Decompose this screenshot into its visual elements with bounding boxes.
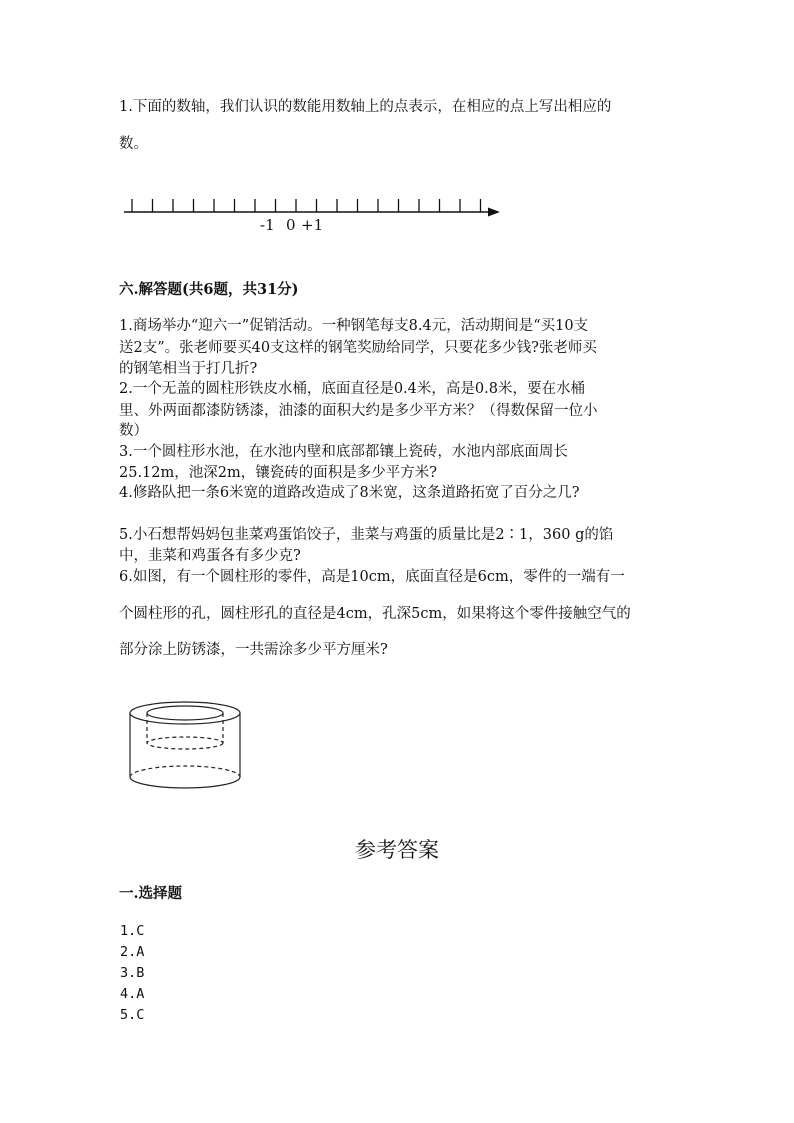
question-1-text-line-2: 数。 bbox=[119, 136, 148, 152]
problem-5-line-1: 5.小石想帮妈妈包韭菜鸡蛋馅饺子，韭菜与鸡蛋的质量比是2∶1，360 g的馅 bbox=[119, 527, 614, 543]
section-6-heading: 六.解答题(共6题，共31分) bbox=[119, 281, 299, 298]
number-line-ticks bbox=[132, 199, 481, 212]
problem-2-line-2: 里、外两面都漆防锈漆，油漆的面积大约是多少平方米？（得数保留一位小 bbox=[119, 403, 598, 419]
problem-3-line-1: 3.一个圆柱形水池，在水池内壁和底部都镶上瓷砖，水池内部底面周长 bbox=[119, 444, 568, 460]
problem-3-line-2: 25.12m，池深2m，镶瓷砖的面积是多少平方米? bbox=[119, 465, 438, 481]
answers-section-1-heading: 一.选择题 bbox=[119, 885, 183, 902]
problem-4-line-1: 4.修路队把一条6米宽的道路改造成了8米宽，这条道路拓宽了百分之几? bbox=[119, 485, 580, 501]
cylinder-bottom-back bbox=[130, 766, 240, 777]
problem-5-line-2: 中，韭菜和鸡蛋各有多少克? bbox=[119, 548, 301, 564]
answer-item-3: 3.B bbox=[120, 965, 145, 981]
axis-label-minus-one: -1 bbox=[260, 216, 275, 234]
question-1-text-line-1: 1.下面的数轴，我们认识的数能用数轴上的点表示，在相应的点上写出相应的 bbox=[119, 99, 612, 115]
answers-title: 参考答案 bbox=[355, 838, 439, 862]
problem-6-line-1: 6.如图，有一个圆柱形的零件，高是10cm，底面直径是6cm，零件的一端有一 bbox=[119, 569, 625, 585]
axis-label-zero: 0 bbox=[286, 216, 296, 234]
number-line-arrow bbox=[488, 208, 500, 217]
problem-1-line-1: 1.商场举办“迎六一”促销活动。一种钢笔每支8.4元，活动期间是“买10支 bbox=[119, 318, 589, 334]
problem-6-line-2: 个圆柱形的孔，圆柱形孔的直径是4cm，孔深5cm，如果将这个零件接触空气的 bbox=[119, 606, 631, 622]
answer-item-4: 4.A bbox=[120, 986, 145, 1002]
cylinder-bottom-front bbox=[130, 777, 240, 788]
answer-item-1: 1.C bbox=[120, 923, 145, 939]
answer-item-5: 5.C bbox=[120, 1007, 145, 1023]
problem-1-line-2: 送2支”。张老师要买40支这样的钢笔奖励给同学，只要花多少钱?张老师买 bbox=[119, 340, 597, 356]
axis-label-plus-one: +1 bbox=[301, 216, 324, 234]
hole-bottom bbox=[147, 737, 223, 749]
problem-1-line-3: 的钢笔相当于打几折? bbox=[119, 361, 258, 377]
cylinder-part-figure bbox=[125, 695, 245, 795]
number-line-diagram bbox=[118, 190, 508, 240]
problem-2-line-3: 数） bbox=[119, 423, 148, 439]
answer-item-2: 2.A bbox=[120, 944, 145, 960]
cylinder-hole-top bbox=[147, 706, 223, 720]
problem-2-line-1: 2.一个无盖的圆柱形铁皮水桶，底面直径是0.4米，高是0.8米，要在水桶 bbox=[119, 381, 585, 397]
problem-6-line-3: 部分涂上防锈漆，一共需涂多少平方厘米? bbox=[119, 642, 388, 658]
